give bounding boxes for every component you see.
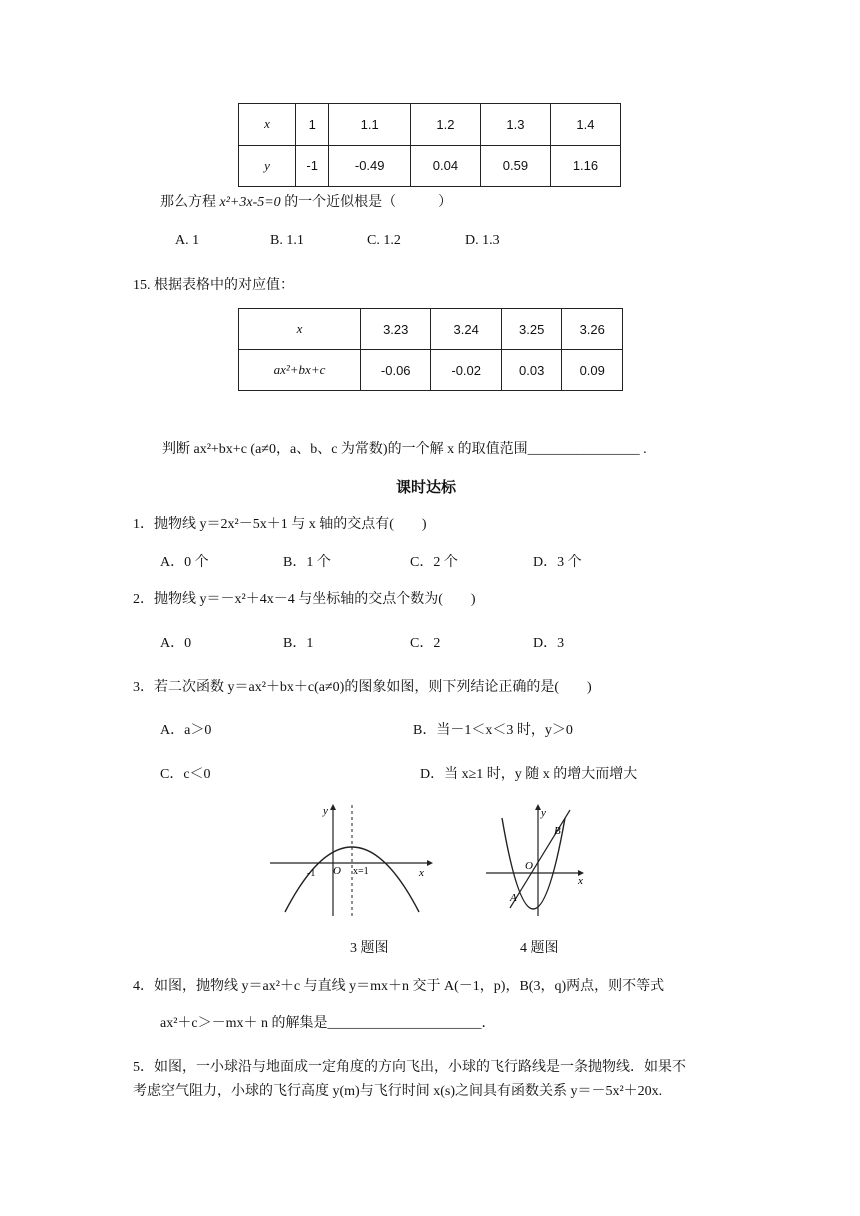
- figure-3-caption: 3 题图: [350, 941, 389, 956]
- table-header-x: x: [239, 309, 361, 350]
- figure-3-parabola: [265, 800, 440, 920]
- table-cell: 0.03: [501, 350, 562, 391]
- x-axis-arrow: [427, 860, 433, 866]
- axis-x1-label: x=1: [353, 866, 369, 877]
- q2-option-d: D．3: [533, 636, 565, 651]
- table-cell: -1: [296, 145, 329, 187]
- table-cell: -0.06: [361, 350, 431, 391]
- q14-option-d: D. 1.3: [465, 233, 500, 248]
- x-label: x: [578, 875, 583, 887]
- q5-line2: 考虑空气阻力，小球的飞行高度 y(m)与飞行时间 x(s)之间具有函数关系 y＝－5x²＋20x.: [133, 1084, 663, 1099]
- q3-option-b: B．当－1＜x＜3 时，y＞0: [413, 723, 573, 738]
- q14-option-b: B. 1.1: [270, 233, 304, 248]
- q3-stem: 3．若二次函数 y＝ax²＋bx＋c(a≠0)的图象如图，则下列结论正确的是( ): [133, 680, 592, 695]
- q2-stem: 2．抛物线 y＝－x²＋4x－4 与坐标轴的交点个数为( ): [133, 592, 476, 607]
- table-cell: 1.1: [329, 104, 411, 146]
- table-cell: -0.02: [431, 350, 501, 391]
- answer-blank: ________________: [527, 442, 640, 457]
- q4-line2: ax²＋c＞－mx＋ n 的解集是______________________．: [160, 1016, 496, 1031]
- q3-option-a: A．a＞0: [160, 723, 212, 738]
- q1-option-d: D．3 个: [533, 555, 582, 570]
- q2-option-b: B．1: [283, 636, 314, 651]
- origin-label: O: [525, 860, 533, 872]
- q14-option-c: C. 1.2: [367, 233, 401, 248]
- table-cell: -0.49: [329, 145, 411, 187]
- table-cell: 1.4: [550, 104, 620, 146]
- y-axis-arrow: [330, 804, 336, 810]
- q1-option-a: A．0 个: [160, 555, 209, 570]
- table-cell: 1.16: [550, 145, 620, 187]
- table-header-x: x: [239, 104, 296, 146]
- point-a-label: A: [510, 892, 517, 904]
- table-cell: 3.24: [431, 309, 501, 350]
- q1-option-c: C．2 个: [410, 555, 458, 570]
- table-cell: 1.3: [480, 104, 550, 146]
- q14-equation: x²+3x-5=0: [219, 195, 281, 210]
- figure-4-caption: 4 题图: [520, 941, 559, 956]
- q2-option-c: C．2: [410, 636, 441, 651]
- table-cell: 0.59: [480, 145, 550, 187]
- q3-option-d: D．当 x≥1 时，y 随 x 的增大而增大: [420, 767, 638, 782]
- q5-line1: 5．如图，一小球沿与地面成一定角度的方向飞出，小球的飞行路线是一条抛物线．如果不: [133, 1060, 686, 1075]
- q3-option-c: C．c＜0: [160, 767, 211, 782]
- table-xy: [238, 103, 621, 187]
- table-header-f: ax²+bx+c: [239, 350, 361, 391]
- q2-option-a: A．0: [160, 636, 192, 651]
- point-b-label: B: [554, 825, 561, 837]
- section-title: 课时达标: [396, 478, 457, 496]
- y-label: y: [541, 807, 546, 819]
- table-header-y: y: [239, 145, 296, 187]
- table-cell: 1.2: [410, 104, 480, 146]
- table-cell: 0.04: [410, 145, 480, 187]
- q1-stem: 1．抛物线 y＝2x²－5x＋1 与 x 轴的交点有( ): [133, 517, 427, 532]
- q15-stem: 15. 根据表格中的对应值：: [133, 278, 294, 293]
- neg-one-label: -1: [307, 868, 316, 879]
- answer-blank: ______________________: [327, 1016, 482, 1031]
- table-cell: 3.23: [361, 309, 431, 350]
- q14-stem: 那么方程 x²+3x-5=0 的一个近似根是（ ）: [160, 195, 453, 210]
- table-cell: 1: [296, 104, 329, 146]
- figure-4-parabola-line: [482, 800, 592, 920]
- table-cell: 3.25: [501, 309, 562, 350]
- q14-option-a: A. 1: [175, 233, 200, 248]
- table-cell: 0.09: [562, 350, 623, 391]
- table-quadratic: [238, 308, 623, 391]
- y-label: y: [323, 805, 328, 817]
- x-label: x: [419, 867, 424, 879]
- straight-line: [510, 810, 570, 908]
- q4-line1: 4．如图，抛物线 y＝ax²＋c 与直线 y＝mx＋n 交于 A(－1，p)，B(3，q)两点，则不等式: [133, 979, 665, 994]
- q15-judge: 判断 ax²+bx+c (a≠0，a、b、c 为常数)的一个解 x 的取值范围________________ .: [162, 442, 647, 457]
- table-cell: 3.26: [562, 309, 623, 350]
- origin-label: O: [333, 865, 341, 877]
- q1-option-b: B．1 个: [283, 555, 331, 570]
